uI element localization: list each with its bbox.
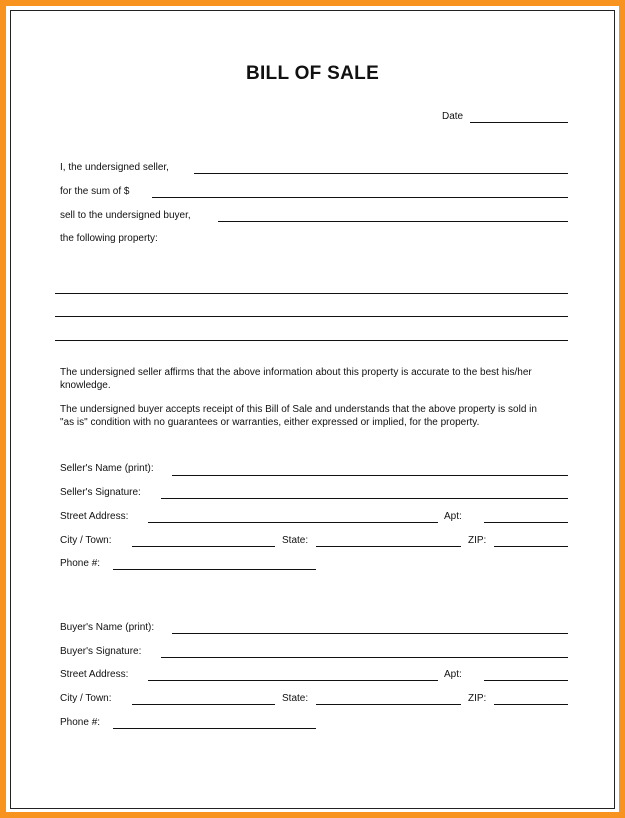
sum-field[interactable] <box>152 197 568 198</box>
document-title: BILL OF SALE <box>245 63 380 84</box>
seller-state-label: State: <box>282 535 309 546</box>
buyer-apt-label: Apt: <box>444 669 462 680</box>
property-label: the following property: <box>60 233 158 244</box>
buyer-signature-field[interactable] <box>161 657 568 658</box>
property-line-1[interactable] <box>55 293 568 294</box>
buyer-zip-label: ZIP: <box>468 693 487 704</box>
buyer-name-field[interactable] <box>172 633 568 634</box>
seller-apt-field[interactable] <box>484 522 568 523</box>
seller-signature-label: Seller's Signature: <box>60 487 141 498</box>
seller-intro-label: I, the undersigned seller, <box>60 162 169 173</box>
property-line-3[interactable] <box>55 340 568 341</box>
seller-name-label: Seller's Name (print): <box>60 463 154 474</box>
buyer-street-field[interactable] <box>148 680 438 681</box>
seller-city-label: City / Town: <box>60 535 112 546</box>
buyer-zip-field[interactable] <box>494 704 568 705</box>
seller-affirmation: The undersigned seller affirms that the above information about this property is accurate to the best his/her knowledge. <box>60 367 532 391</box>
seller-signature-field[interactable] <box>161 498 568 499</box>
date-label: Date <box>442 111 464 122</box>
seller-city-field[interactable] <box>132 546 275 547</box>
buyer-signature-label: Buyer's Signature: <box>60 646 142 657</box>
buyer-city-field[interactable] <box>132 704 275 705</box>
buyer-street-label: Street Address: <box>60 669 129 680</box>
seller-phone-field[interactable] <box>113 569 316 570</box>
seller-apt-label: Apt: <box>444 511 462 522</box>
buyer-name-label: Buyer's Name (print): <box>60 622 155 633</box>
buyer-state-label: State: <box>282 693 309 704</box>
buyer-city-label: City / Town: <box>60 693 112 704</box>
seller-state-field[interactable] <box>316 546 461 547</box>
seller-intro-field[interactable] <box>194 173 568 174</box>
property-line-2[interactable] <box>55 316 568 317</box>
seller-name-field[interactable] <box>172 475 568 476</box>
seller-street-label: Street Address: <box>60 511 129 522</box>
buyer-intro-field[interactable] <box>218 221 568 222</box>
seller-zip-label: ZIP: <box>468 535 487 546</box>
buyer-phone-field[interactable] <box>113 728 316 729</box>
seller-zip-field[interactable] <box>494 546 568 547</box>
sum-label: for the sum of $ <box>60 186 130 197</box>
seller-phone-label: Phone #: <box>60 558 101 569</box>
buyer-phone-label: Phone #: <box>60 717 101 728</box>
buyer-apt-field[interactable] <box>484 680 568 681</box>
buyer-intro-label: sell to the undersigned buyer, <box>60 210 191 221</box>
buyer-state-field[interactable] <box>316 704 461 705</box>
buyer-affirmation: The undersigned buyer accepts receipt of this Bill of Sale and understands that the above property is sold in "as is" condition with no guarantees or warranties, either expressed or implied, for the property. <box>60 404 537 428</box>
seller-street-field[interactable] <box>148 522 438 523</box>
date-field[interactable] <box>470 122 568 123</box>
